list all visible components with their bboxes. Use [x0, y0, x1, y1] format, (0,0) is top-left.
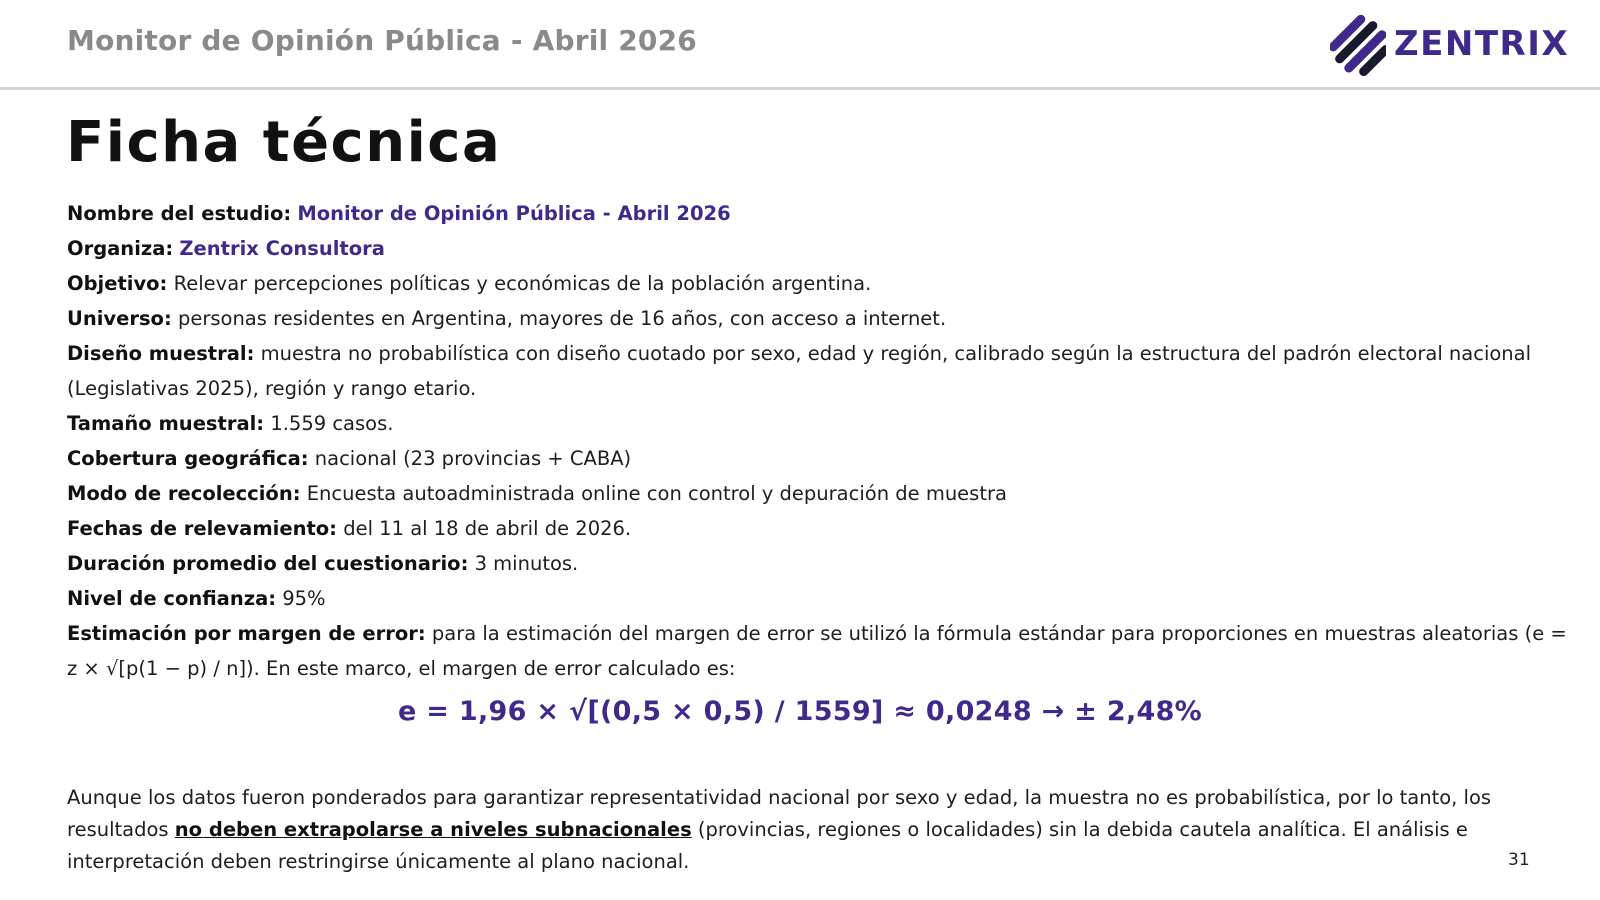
- note-text-after: (provincias, regiones o localidades) sin la debida cautela analítica. El análisis e interpretación deben restringirse únicamente al plano nacional.: [67, 817, 1468, 873]
- field-value: Monitor de Opinión Pública - Abril 2026: [297, 202, 731, 225]
- note-text-before: Aunque los datos fueron ponderados para garantizar representatividad nacional por sexo y edad, la muestra no es probabilística, por lo tanto, los resultados: [67, 785, 1492, 841]
- header-title: Monitor de Opinión Pública - Abril 2026: [67, 24, 697, 57]
- field-sample-design: [67, 336, 1567, 406]
- field-value: del 11 al 18 de abril de 2026.: [343, 517, 632, 540]
- field-geographic-coverage: [67, 441, 1567, 476]
- field-value: 95%: [282, 587, 326, 610]
- field-label: Fechas de relevamiento:: [67, 517, 337, 540]
- field-label: Nombre del estudio:: [67, 202, 292, 225]
- field-value: para la estimación del margen de error se utilizó la fórmula estándar para proporciones en muestras aleatorias (e = z × √[p(1 − p) / n]). En este marco, el margen de error calculado es:: [67, 622, 1567, 680]
- field-label: Objetivo:: [67, 272, 168, 295]
- page-number: 31: [1508, 850, 1530, 870]
- disclaimer-note: [67, 782, 1567, 878]
- field-value: nacional (23 provincias + CABA): [314, 447, 632, 470]
- field-value: muestra no probabilística con diseño cuotado por sexo, edad y región, calibrado según la estructura del padrón electoral nacional (Legislativas 2025), región y rango etario.: [67, 342, 1532, 400]
- field-label: Universo:: [67, 307, 172, 330]
- field-value: personas residentes en Argentina, mayores de 16 años, con acceso a internet.: [177, 307, 947, 330]
- field-value: Relevar percepciones políticas y económicas de la población argentina.: [173, 272, 872, 295]
- field-label: Duración promedio del cuestionario:: [67, 552, 469, 575]
- field-organizer: [67, 231, 1567, 266]
- field-label: Estimación por margen de error:: [67, 622, 426, 645]
- field-label: Diseño muestral:: [67, 342, 255, 365]
- logo-wordmark: ZENTRIX: [1394, 24, 1570, 64]
- field-label: Tamaño muestral:: [67, 412, 265, 435]
- technical-sheet: [67, 196, 1567, 686]
- note-emphasis: no deben extrapolarse a niveles subnacionales: [174, 817, 692, 841]
- field-value: Encuesta autoadministrada online con control y depuración de muestra: [306, 482, 1007, 505]
- field-label: Cobertura geográfica:: [67, 447, 309, 470]
- field-average-duration: [67, 546, 1567, 581]
- field-value: 1.559 casos.: [270, 412, 394, 435]
- field-label: Organiza:: [67, 237, 174, 260]
- page-header: [0, 0, 1600, 90]
- margin-of-error-formula: e = 1,96 × √[(0,5 × 0,5) / 1559] ≈ 0,0248 → ± 2,48%: [397, 696, 1203, 727]
- field-confidence-level: [67, 581, 1567, 616]
- field-survey-dates: [67, 511, 1567, 546]
- field-label: Modo de recolección:: [67, 482, 301, 505]
- field-collection-mode: [67, 476, 1567, 511]
- field-value: Zentrix Consultora: [179, 237, 385, 260]
- field-label: Nivel de confianza:: [67, 587, 277, 610]
- field-universe: [67, 301, 1567, 336]
- field-sample-size: [67, 406, 1567, 441]
- field-study-name: [67, 196, 1567, 231]
- zentrix-logo: [1330, 10, 1569, 78]
- field-margin-of-error: [67, 616, 1567, 686]
- page-title: Ficha técnica: [66, 110, 502, 175]
- field-objective: [67, 266, 1567, 301]
- field-value: 3 minutos.: [474, 552, 579, 575]
- zentrix-logo-icon: [1330, 10, 1386, 78]
